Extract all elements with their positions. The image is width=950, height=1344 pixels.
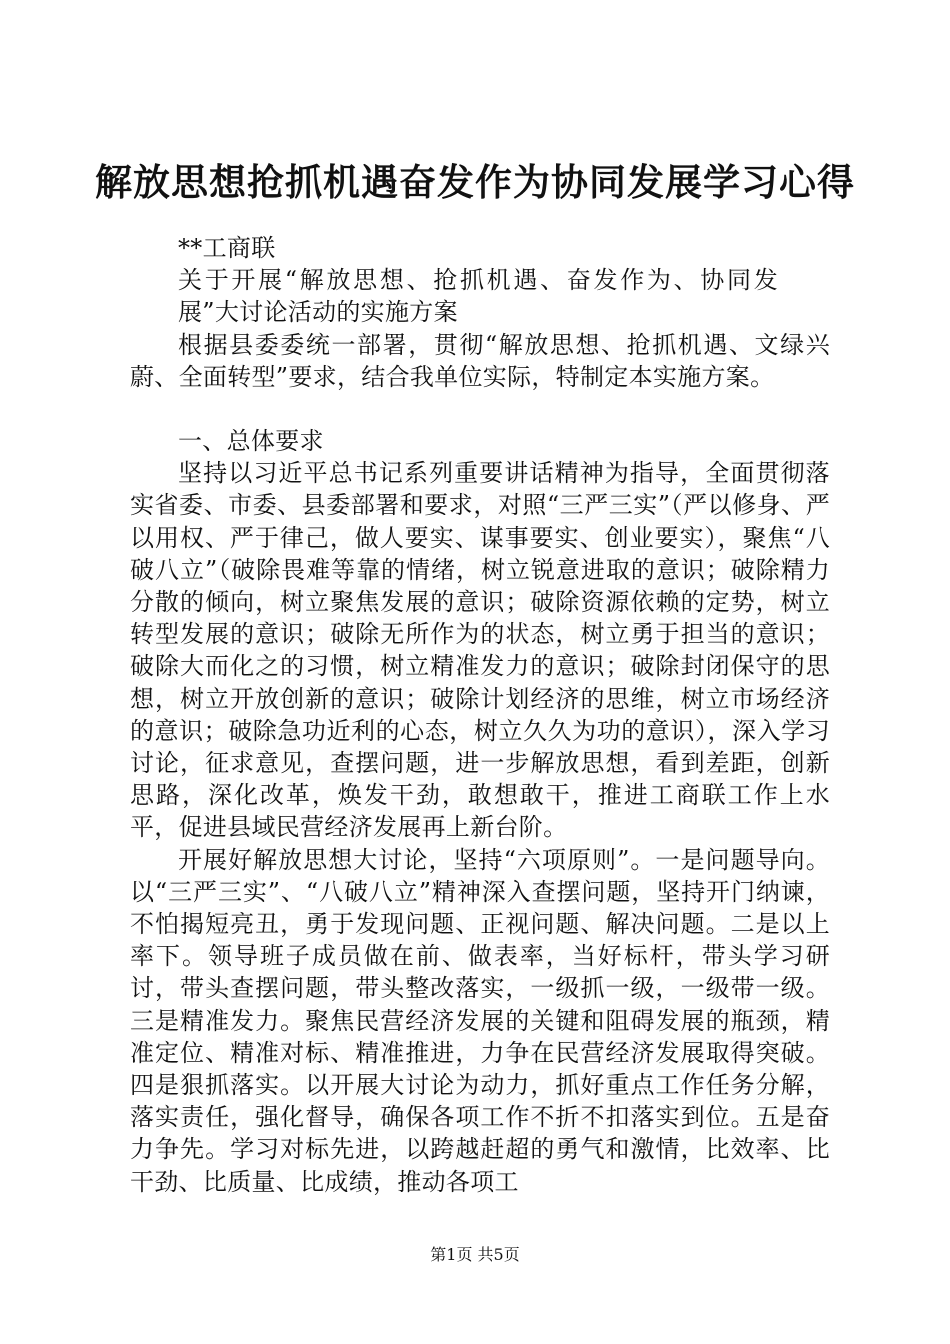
page-footer: 第1页 共5页 — [430, 1245, 520, 1264]
paragraph-general-requirements: 坚持以习近平总书记系列重要讲话精神为指导，全面贯彻落实省委、市委、县委部署和要求，对照“三严三实”（严以修身、严以用权、严于律己，做人要实、谋事要实、创业要实），聚焦“八破八立”（破除畏难等靠的情绪，树立锐意进取的意识；破除精力分散的倾向，树立聚焦发展的意识；破除资源依赖的定势，树立转型发展的意识；破除无所作为的状态，树立勇于担当的意识；破除大而化之的习惯，树立精准发力的意识；破除封闭保守的思想，树立开放创新的意识；破除计划经济的思维，树立市场经济的意识；破除急功近利的心态，树立久久为功的意识），深入学习讨论，征求意见，查摆问题，进一步解放思想，看到差距，创新思路，深化改革，焕发干劲，敢想敢干，推进工商联工作上水平，促进县域民营经济发展再上新台阶。 — [130, 459, 830, 842]
blank-line — [130, 393, 830, 425]
plan-title: 关于开展“解放思想、抢抓机遇、奋发作为、协同发展”大讨论活动的实施方案 — [178, 266, 778, 327]
document-body — [130, 232, 830, 1198]
section-heading: 一、总体要求 — [178, 427, 324, 456]
author-line: **工商联 — [178, 234, 276, 262]
document-title: 解放思想抢抓机遇奋发作为协同发展学习心得 — [95, 160, 855, 204]
paragraph-six-principles: 开展好解放思想大讨论，坚持“六项原则”。一是问题导向。以“三严三实”、“八破八立”精神深入查摆问题，坚持开门纳谏，不怕揭短亮丑，勇于发现问题、正视问题、解决问题。二是以上率下。领导班子成员做在前、做表率，当好标杆，带头学习研讨，带头查摆问题，带头整改落实，一级抓一级，一级带一级。三是精准发力。聚焦民营经济发展的关键和阻碍发展的瓶颈，精准定位、精准对标、精准推进，力争在民营经济发展取得突破。四是狠抓落实。以开展大讨论为动力，抓好重点工作任务分解，落实责任，强化督导，确保各项工作不折不扣落实到位。五是奋力争先。学习对标先进，以跨越赶超的勇气和激情，比效率、比干劲、比质量、比成绩，推动各项工 — [130, 845, 830, 1196]
intro-paragraph: 根据县委委统一部署，贯彻“解放思想、抢抓机遇、文绿兴蔚、全面转型”要求，结合我单位实际，特制定本实施方案。 — [130, 330, 830, 391]
